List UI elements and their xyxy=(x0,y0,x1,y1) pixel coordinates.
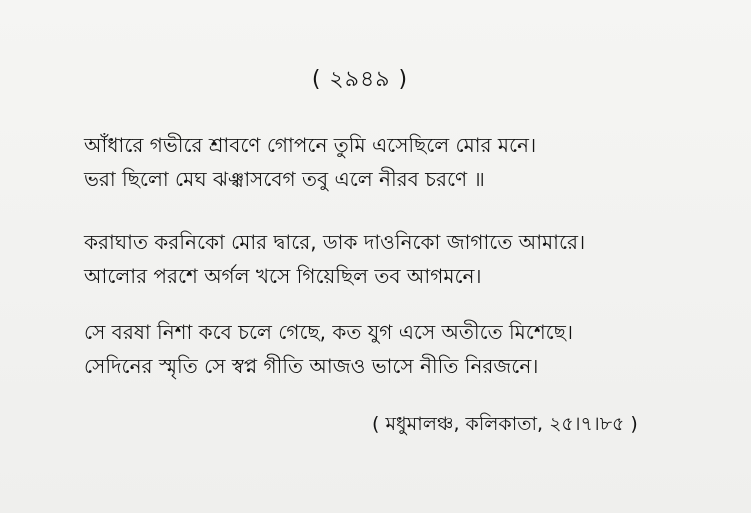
source-citation: ( মধুমালঞ্চ, কলিকাতা, ২৫।৭।৮৫ ) xyxy=(372,413,638,435)
stanza-1 xyxy=(84,128,724,196)
stanza-2 xyxy=(84,225,724,293)
poem-line: সেদিনের স্মৃতি সে স্বপ্ন গীতি আজও ভাসে নীতি নিরজনে। xyxy=(84,354,539,378)
stanza-3 xyxy=(84,315,724,383)
poem-line: আঁধারে গভীরে শ্রাবণে গোপনে তুমি এসেছিলে মোর মনে। xyxy=(84,133,537,157)
poem-line: করাঘাত করনিকো মোর দ্বারে, ডাক দাওনিকো জাগাতে আমারে। xyxy=(84,230,586,254)
poem-line: সে বরষা নিশা কবে চলে গেছে, কত যুগ এসে অতীতে মিশেছে। xyxy=(84,320,573,344)
poem-line: আলোর পরশে অর্গল খসে গিয়েছিল তব আগমনে। xyxy=(84,264,482,288)
poem-line: ভরা ছিলো মেঘ ঝঞ্ঝাসবেগ তবু এলে নীরব চরণে ॥ xyxy=(84,167,485,191)
page-number: ( ২৯৪৯ ) xyxy=(311,67,409,92)
